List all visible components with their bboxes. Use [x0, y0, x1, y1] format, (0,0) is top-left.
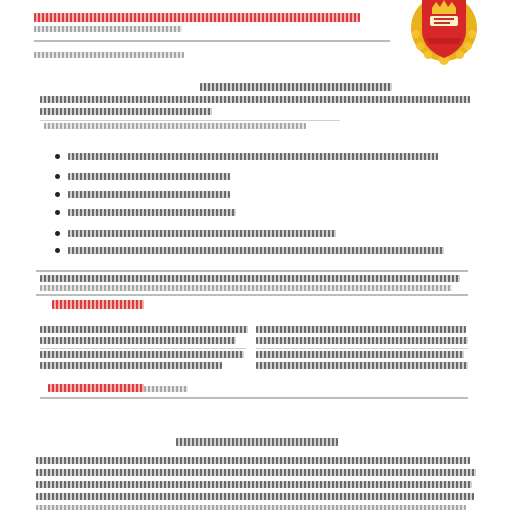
note-rule-bottom	[36, 294, 468, 296]
bullet-icon	[55, 154, 60, 159]
list-item	[68, 230, 336, 237]
column-right-line	[256, 326, 466, 333]
header-title	[34, 13, 360, 22]
header-subtitle	[34, 26, 182, 32]
header-caption	[34, 52, 184, 58]
section-heading	[200, 83, 392, 91]
column-right-line	[256, 351, 464, 358]
note-line	[40, 275, 460, 282]
list-item	[68, 209, 236, 216]
column-left-line	[40, 326, 248, 333]
list-item	[68, 153, 438, 160]
list-item	[68, 191, 230, 198]
note-rule-top	[36, 270, 468, 272]
paragraph-line	[44, 123, 306, 129]
header-rule	[34, 40, 390, 42]
column-left-line	[40, 337, 236, 344]
subheading	[48, 384, 144, 392]
list-item	[68, 247, 444, 254]
column-right-rule	[256, 348, 468, 349]
bullet-icon	[55, 210, 60, 215]
red-gold-crest-icon	[408, 0, 480, 66]
column-left-line	[40, 362, 222, 369]
section-heading	[176, 438, 338, 446]
paragraph-rule	[40, 120, 340, 121]
paragraph-line	[36, 469, 476, 476]
column-left-line	[40, 351, 244, 358]
column-right-line	[256, 337, 468, 344]
bullet-icon	[55, 231, 60, 236]
subheading-trail	[144, 386, 188, 392]
paragraph-line	[40, 108, 212, 115]
subheading	[52, 300, 144, 309]
paragraph-line	[36, 457, 470, 464]
paragraph-line	[40, 96, 470, 103]
list-item	[68, 173, 230, 180]
bullet-icon	[55, 248, 60, 253]
note-line	[40, 285, 452, 291]
bullet-icon	[55, 174, 60, 179]
section-rule	[40, 397, 468, 399]
paragraph-line	[36, 493, 474, 500]
column-right-line	[256, 362, 468, 369]
paragraph-line	[36, 481, 472, 488]
column-left-rule	[40, 348, 246, 349]
paragraph-line	[36, 505, 466, 510]
bullet-icon	[55, 192, 60, 197]
